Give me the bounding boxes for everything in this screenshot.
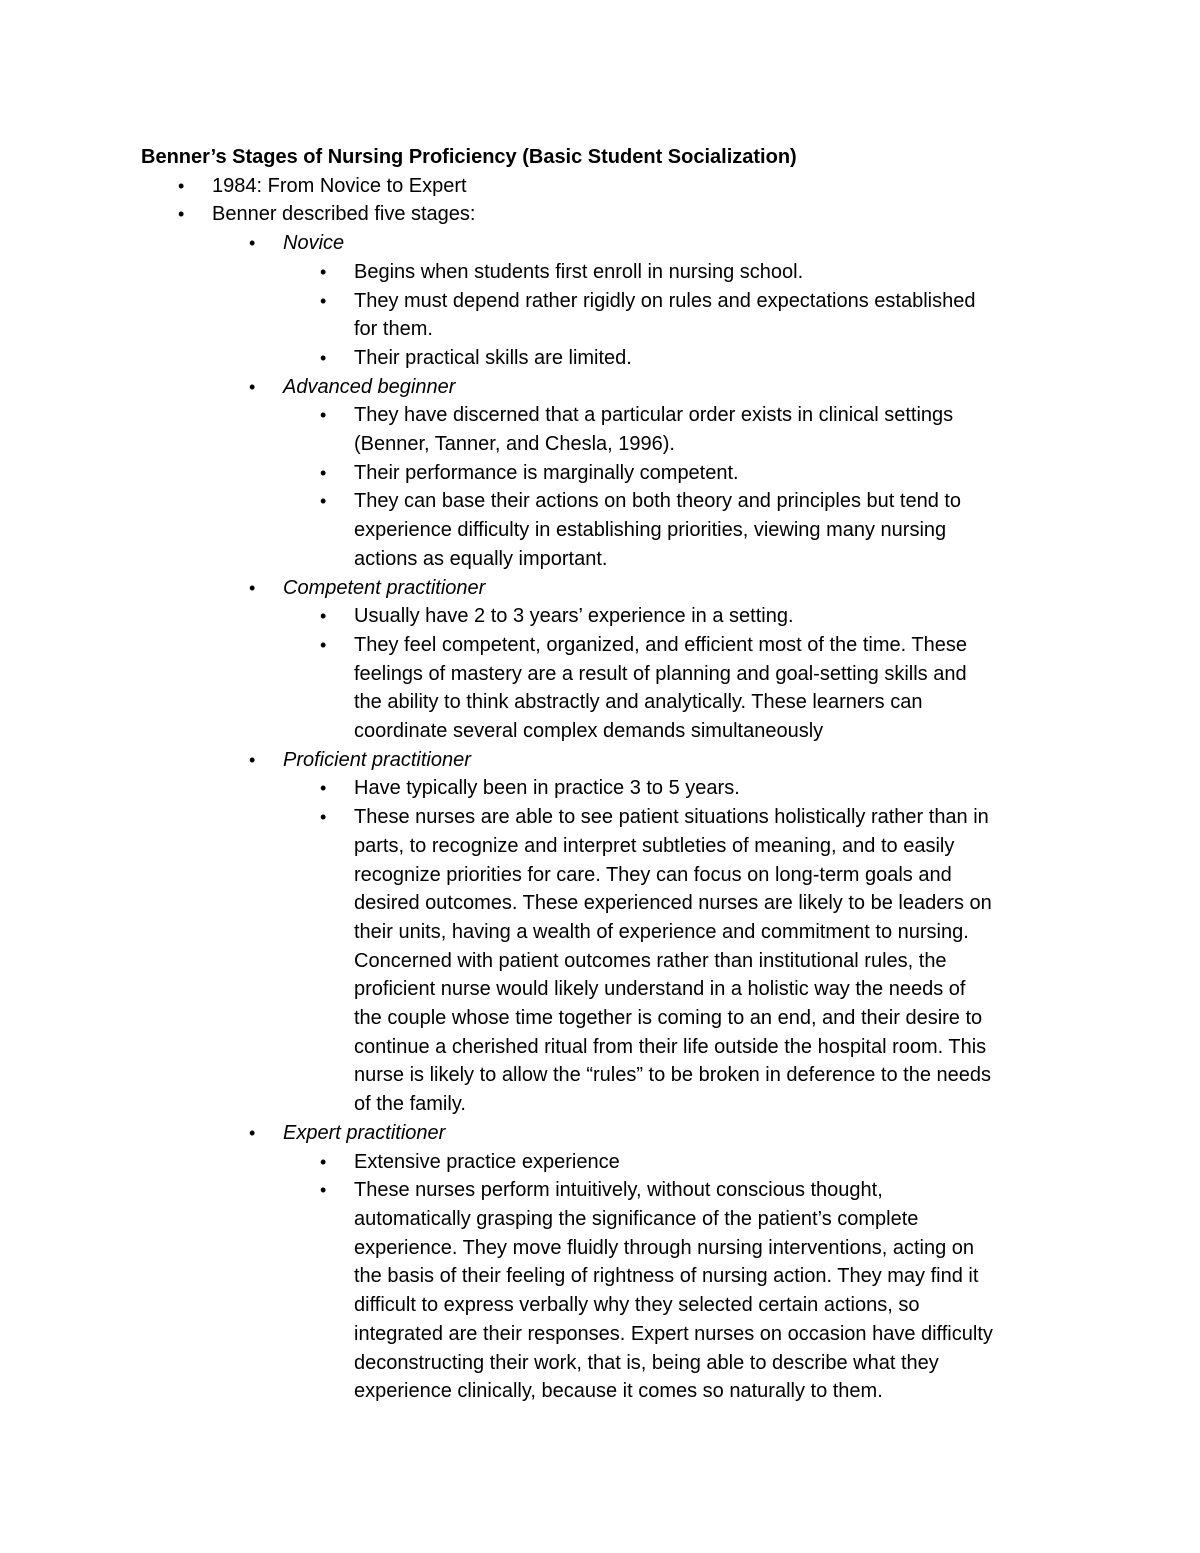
bullet-icon: • (320, 462, 327, 483)
stage-detail-item (283, 602, 994, 631)
bullet-icon: • (320, 1180, 327, 1201)
stage-name: Advanced beginner (283, 375, 456, 398)
bullet-icon: • (320, 491, 327, 512)
stage-details-list (283, 258, 1061, 373)
stage-name: Novice (283, 232, 345, 255)
stage-name: Competent practitioner (283, 576, 486, 599)
bullet-icon: • (249, 233, 256, 254)
stage-detail-text: They must depend rather rigidly on rules and expectations established for them. (354, 289, 976, 341)
bullet-icon: • (320, 1151, 327, 1172)
stage-item (212, 746, 1061, 1119)
stage-detail-item (283, 1176, 994, 1406)
stage-detail-item (283, 401, 994, 458)
list-item-stages-intro (141, 200, 1061, 1406)
bullet-icon: • (178, 175, 185, 196)
stage-detail-text: They feel competent, organized, and efficient most of the time. These feelings of mastery are a result of planning and goal-setting skills and the ability to think abstractly and analytically. These learners can coordinate several complex demands simultaneously (354, 633, 967, 743)
stage-detail-text: Their performance is marginally competent. (354, 461, 739, 484)
stage-detail-text: Their practical skills are limited. (354, 346, 632, 369)
stage-detail-item (283, 258, 994, 287)
bullet-icon: • (178, 204, 185, 225)
stage-item (212, 373, 1061, 574)
stages-list (212, 229, 1061, 1406)
stage-item (212, 1119, 1061, 1406)
bullet-icon: • (320, 347, 327, 368)
stage-detail-item (283, 803, 994, 1119)
bullet-icon: • (249, 376, 256, 397)
stage-details-list (283, 774, 1061, 1118)
list-item-year (141, 172, 1061, 201)
stage-name: Proficient practitioner (283, 748, 471, 771)
stage-name: Expert practitioner (283, 1121, 446, 1144)
stage-detail-item (283, 344, 994, 373)
stage-details-list (283, 401, 1061, 573)
bullet-icon: • (320, 634, 327, 655)
bullet-icon: • (320, 405, 327, 426)
stage-item (212, 574, 1061, 746)
bullet-icon: • (320, 778, 327, 799)
bullet-icon: • (320, 290, 327, 311)
stage-detail-item (283, 774, 994, 803)
stage-detail-text: These nurses perform intuitively, without conscious thought, automatically grasping the significance of the patient’s complete experience. They move fluidly through nursing interventions, acting on the basis of their feeling of rightness of nursing action. They may find it difficult to express verbally why they selected certain actions, so integrated are their responses. Expert nurses on occasion have difficulty deconstructing their work, that is, being able to describe what they experience clinically, because it comes so naturally to them. (354, 1179, 993, 1403)
stage-detail-text: They have discerned that a particular order exists in clinical settings (Benner, Tanner, and Chesla, 1996). (354, 404, 954, 456)
bullet-icon: • (249, 577, 256, 598)
stage-detail-item (283, 487, 994, 573)
bullet-icon: • (320, 807, 327, 828)
bullet-icon: • (249, 749, 256, 770)
stage-detail-text: Usually have 2 to 3 years’ experience in a setting. (354, 605, 794, 628)
bullet-icon: • (320, 606, 327, 627)
stage-detail-item (283, 631, 994, 746)
stage-details-list (283, 602, 1061, 746)
bullet-icon: • (320, 261, 327, 282)
stage-detail-text: Begins when students first enroll in nursing school. (354, 260, 804, 283)
bullet-icon: • (249, 1122, 256, 1143)
stage-detail-item (283, 459, 994, 488)
stage-details-list (283, 1148, 1061, 1406)
stage-detail-item (283, 287, 994, 344)
list-item-text: Benner described five stages: (212, 203, 476, 226)
list-item-text: 1984: From Novice to Expert (212, 174, 467, 197)
document-title: Benner’s Stages of Nursing Proficiency (Basic Student Socialization) (141, 146, 797, 168)
stage-item (212, 229, 1061, 373)
stage-detail-item (283, 1148, 994, 1177)
stage-detail-text: They can base their actions on both theory and principles but tend to experience difficulty in establishing priorities, viewing many nursing actions as equally important. (354, 490, 962, 570)
top-level-list (141, 172, 1061, 1406)
stage-detail-text: Have typically been in practice 3 to 5 years. (354, 777, 740, 800)
stage-detail-text: Extensive practice experience (354, 1150, 620, 1173)
stage-detail-text: These nurses are able to see patient situations holistically rather than in parts, to recognize and interpret subtleties of meaning, and to easily recognize priorities for care. They can focus on long-term goals and desired outcomes. These experienced nurses are likely to be leaders on their units, having a wealth of experience and commitment to nursing. Concerned with patient outcomes rather than institutional rules, the proficient nurse would likely understand in a holistic way the needs of the couple whose time together is coming to an end, and their desire to continue a cherished ritual from their life outside the hospital room. This nurse is likely to allow the “rules” to be broken in deference to the needs of the family. (354, 806, 992, 1116)
